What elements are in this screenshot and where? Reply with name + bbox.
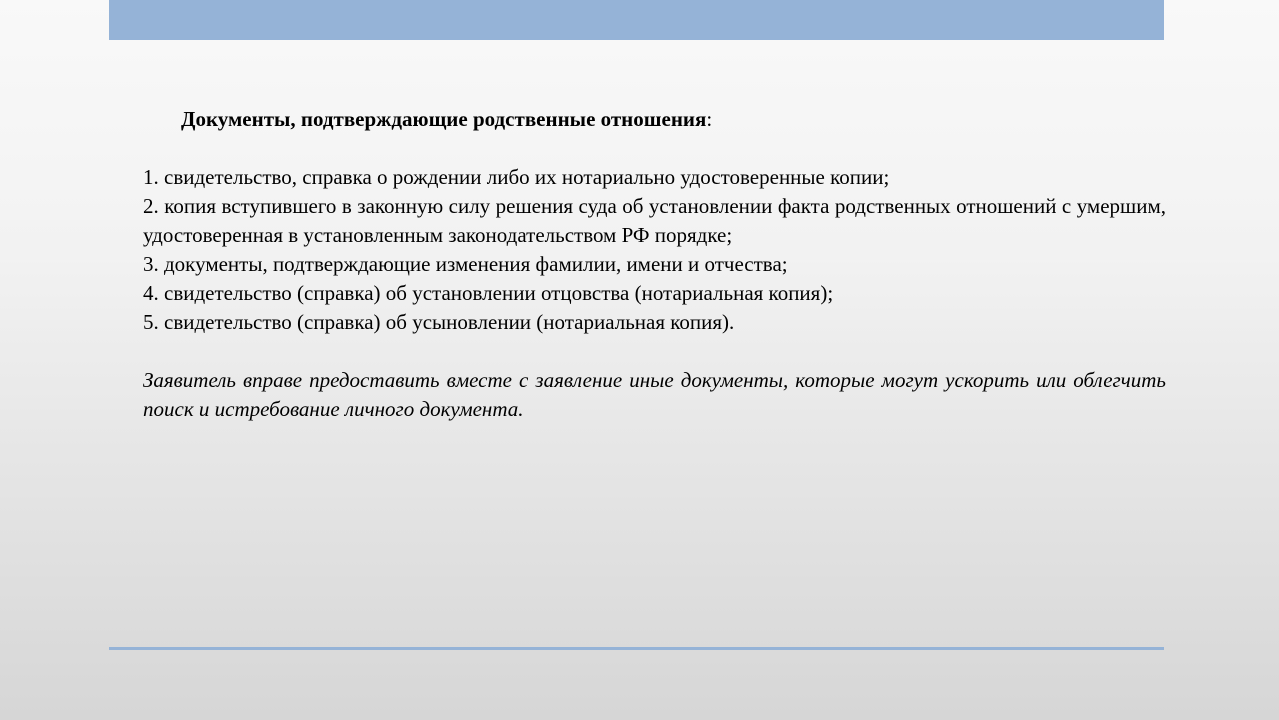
list-item: 5. свидетельство (справка) об усыновлении (нотариальная копия). — [143, 310, 735, 334]
heading-suffix: : — [706, 107, 713, 131]
top-accent-bar — [109, 0, 1164, 40]
list-item: 3. документы, подтверждающие изменения фамилии, имени и отчества; — [143, 252, 788, 276]
list-item: 2. копия вступившего в законную силу решения суда об установлении факта родственных отношений с умершим, удостоверенная в установленным законодательством РФ порядке; — [143, 194, 1166, 247]
applicant-note: Заявитель вправе предоставить вместе с заявление иные документы, которые могут ускорить или облегчить поиск и истребование личного документа. — [143, 368, 1166, 421]
list-item: 4. свидетельство (справка) об установлении отцовства (нотариальная копия); — [143, 281, 834, 305]
list-item: 1. свидетельство, справка о рождении либо их нотариально удостоверенные копии; — [143, 165, 890, 189]
heading-bold-text: Документы, подтверждающие родственные отношения — [181, 107, 707, 131]
slide-heading — [143, 105, 1166, 134]
slide-content — [143, 105, 1166, 424]
documents-list — [143, 163, 1166, 337]
bottom-divider — [109, 647, 1164, 650]
